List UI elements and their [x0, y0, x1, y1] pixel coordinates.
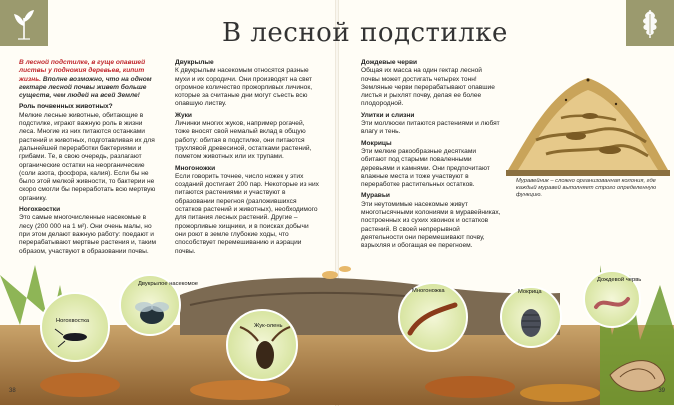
section-heading-ants: Муравьи	[361, 192, 390, 200]
springtail-label: Ногохвостка	[56, 318, 90, 324]
intro-lead: В лесной подстилке, в гуще опавшей листвы у подножия деревьев, кипит жизнь.	[19, 59, 146, 83]
section-text-role: Мелкие лесные животные, обитающие в подстилке, играют важную роль в жизни леса. Многие из них питаются останками растений и животных, подготавливая их для дальнейшей переработки бактериями и грибами. Те, в свою очередь, разлагают органические остатки на неорганические (соли азота, фосфора, калия). Если бы не было этой мелкой живности, то бактерии не скоро смогли бы переработать всю мертвую органику.	[19, 111, 156, 202]
section-heading-earthworms: Дождевые черви	[361, 59, 418, 66]
anthill-illustration	[506, 70, 670, 176]
section-text-beetles: Личинки многих жуков, например рогачей, тоже вносят свой немалый вклад в общую работу: обитая в подстилке, они питаются трухлявой древесиной, остатками растений, пометом животных или их трупами.	[175, 120, 312, 161]
intro-rest: Вполне возможно, что на одном гектаре лесной почвы живет больше существ, чем людей на всей Земле!	[19, 75, 152, 100]
forest-floor-illustration	[0, 255, 674, 405]
woodlouse-label: Мокрица	[518, 289, 542, 295]
millipede-label: Многоножка	[412, 288, 445, 294]
section-heading-woodlice: Мокрицы	[361, 139, 392, 147]
section-heading-beetles: Жуки	[175, 111, 192, 119]
page-title-right: подстилке	[360, 18, 508, 48]
beetle-bubble	[227, 310, 297, 380]
section-heading-springtails: Ногохвостки	[19, 206, 61, 214]
woodlouse-bubble	[501, 287, 561, 347]
text-column-1	[19, 59, 159, 258]
section-text-woodlice: Эти мелкие ракообразные десятками обитают под старыми поваленными деревьями и камнями. Они предпочитают влажные места и тоже участвуют в переработке растительных остатков.	[361, 147, 490, 189]
section-text-earthworms: Общая их масса на один гектар лесной почвы может достигать четырех тонн! Земляные черви перерабатывают опавшие листья и рыхлят почву, делая ее более плодородной.	[361, 67, 495, 108]
page-number-right: 39	[658, 388, 665, 394]
earthworm-label: Дождевой червь	[597, 277, 642, 283]
anthill-caption: Муравейник – сложно организованная колония, где каждый муравей выполняет строго определенную функцию.	[516, 178, 657, 198]
oak-leaf-icon	[626, 0, 674, 46]
plant-sprout-icon	[0, 0, 48, 46]
section-text-ants: Эти неутомимые насекомые живут многотысячными колониями в муравейниках, построенных из сухих хвоинок и остатков растений. В своей непрерывной деятельности они перемешивают почву, взрыхляя и обогащая ее перегноем.	[361, 200, 501, 250]
section-heading-flies: Двукрылые	[175, 59, 214, 66]
section-heading-snails: Улитки и слизни	[361, 111, 415, 119]
earthworm-bubble	[584, 271, 641, 327]
text-column-3	[361, 59, 501, 253]
text-column-2	[175, 59, 320, 258]
section-text-snails: Эти моллюски питаются растениями и любят влагу и тень.	[361, 120, 500, 136]
section-text-millipedes: Если говорить точнее, число ножек у этих созданий достигает 200 пар. Некоторые из них питаются растениями и участвуют в образовании перегноя (разложившихся остатков растений и животных), необходимого для питания лесных растений. Другие – прожорливые хищники, и в поисках добычи они роют в земле глубокие ходы, что способствует перемешиванию и аэрации почвы.	[175, 172, 319, 255]
millipede-bubble	[399, 283, 467, 351]
intro-paragraph	[19, 59, 159, 100]
fly-label: Двукрылое насекомое	[138, 281, 199, 287]
springtail-bubble	[41, 293, 109, 361]
section-heading-role: Роль почвенных животных?	[19, 103, 113, 111]
page-title-left: В лесной	[222, 18, 351, 48]
beetle-label: Жук-олень	[254, 323, 283, 329]
section-text-springtails: Это самые многочисленные насекомые в лесу (200 000 на 1 м²). Они очень малы, но при этом делают важную работу: поедают и перерабатывают мертвые растения и, таким образом, участвуют в образовании почвы.	[19, 214, 157, 255]
section-text-flies: К двукрылым насекомым относятся разные мухи и их сородичи. Они производят на свет огромное количество прожорливых личинок, которые за считаные дни могут съесть всю опавшую листву.	[175, 67, 313, 108]
page-number-left: 38	[9, 388, 16, 394]
section-heading-millipedes: Многоножки	[175, 164, 216, 172]
